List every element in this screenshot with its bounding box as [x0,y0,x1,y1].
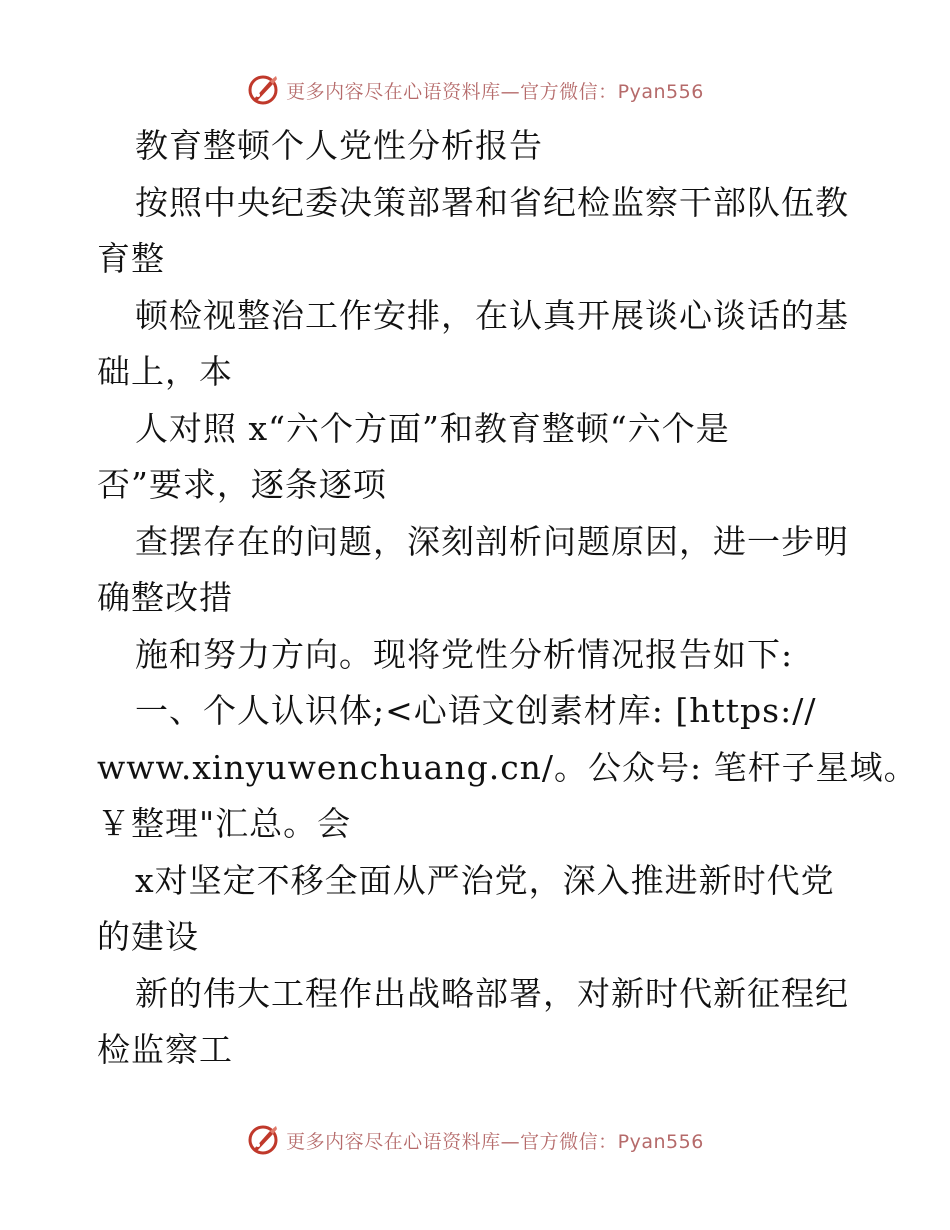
quill-pen-logo-icon [246,73,280,107]
paragraph-line: 按照中央纪委决策部署和省纪检监察干部队伍教 [135,182,849,222]
header-banner [0,70,950,110]
paragraph-line: 施和努力方向。现将党性分析情况报告如下: [135,634,794,674]
paragraph-line: 确整改措 [97,578,233,617]
document-title: 教育整顿个人党性分析报告 [135,126,543,165]
document-body [97,118,918,1079]
paragraph-line: www.xinyuwenchuang.cn/。公众号: 笔杆子星域。 [97,747,918,787]
quill-pen-logo-icon [246,1123,280,1157]
paragraph-line: ￥整理"汇总。会 [97,804,352,843]
paragraph-line: 新的伟大工程作出战略部署，对新时代新征程纪 [135,973,849,1013]
paragraph-line: 的建设 [97,917,199,956]
paragraph-line: 查摆存在的问题，深刻剖析问题原因，进一步明 [135,521,849,561]
paragraph-line: 育整 [97,239,165,278]
header-banner-text: 更多内容尽在心语资料库—官方微信：Pyan556 [286,80,704,103]
paragraph-line: 顿检视整治工作安排，在认真开展谈心谈话的基 [135,295,849,335]
paragraph-line: x对坚定不移全面从严治党，深入推进新时代党 [135,860,835,900]
footer-banner [0,1120,950,1160]
section-heading-line: 一、个人认识体;<心语文创素材库: [https:// [135,691,817,730]
paragraph-line: 检监察工 [97,1030,233,1069]
paragraph-line: 否”要求，逐条逐项 [97,465,387,504]
paragraph-line: 础上，本 [97,352,233,391]
paragraph-line: 人对照 x“六个方面”和教育整顿“六个是 [135,408,730,448]
footer-banner-text: 更多内容尽在心语资料库—官方微信：Pyan556 [286,1130,704,1153]
